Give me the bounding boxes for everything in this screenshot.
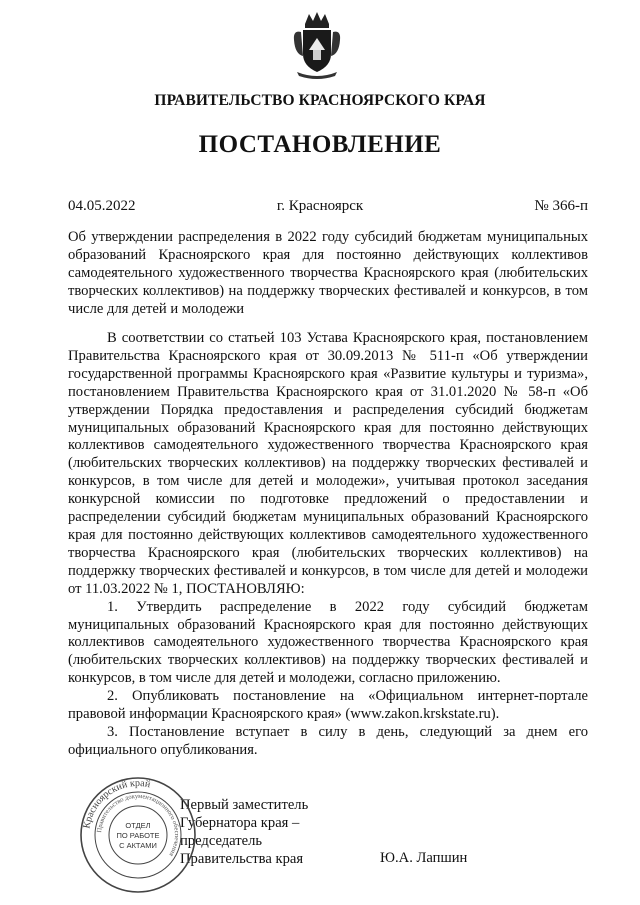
signatory-name: Ю.А. Лапшин <box>380 850 468 866</box>
signatory-position <box>180 797 308 869</box>
stamp-outer-text: Красноярский край <box>81 777 152 830</box>
stamp-center-line-3: С АКТАМИ <box>119 841 157 850</box>
position-line-3: председатель <box>180 832 263 849</box>
item-1-paragraph: 1. Утвердить распределение в 2022 году субсидий бюджетам муниципальных образований Красноярского края для постоянно действующих коллективов самодеятельного художественного творчества Красноярского края (любительских творческих коллективов) на поддержку творческих фестивалей и конкурсов, в том числе для детей и молодежи, согласно приложению. <box>68 598 588 687</box>
stamp-center-line-2: ПО РАБОТЕ <box>116 831 160 840</box>
stamp-center-line-1: ОТДЕЛ <box>125 821 151 830</box>
item-2-paragraph: 2. Опубликовать постановление на «Официальном интернет-портале правовой информации Красноярского края» (www.zakon.krskstate.ru). <box>68 688 588 723</box>
preamble-paragraph: В соответствии со статьей 103 Устава Красноярского края, постановлением Правительства Красноярского края от 30.09.2013 № 511-п «Об утверждении государственной программы Красноярского края «Развитие культуры и туризма», постановлением Правительства Красноярского края от 31.01.2020 № 58-п «Об утверждении Порядка предоставления и распределения субсидий бюджетам муниципальных образований Красноярского края для постоянно действующих коллективов самодеятельного художественного творчества Красноярского края (любительских творческих коллективов) на поддержку творческих фестивалей и конкурсов, в том числе для детей и молодежи», учитывая протокол заседания конкурсной комиссии по подготовке предложений о предоставлении и распределении субсидий бюджетам муниципальных образований Красноярского края для постоянно действующих коллективов самодеятельного художественного творчества Красноярского края (любительских творческих коллективов) на поддержку творческих фестивалей и конкурсов, в том числе для детей и молодежи от 11.03.2022 № 1, ПОСТАНОВЛЯЮ: <box>68 330 588 597</box>
document-number: № 366-п <box>534 198 588 214</box>
document-city: г. Красноярск <box>276 198 364 214</box>
stamp-inner-text: Правительство документационного обеспечения <box>96 792 181 858</box>
government-name: ПРАВИТЕЛЬСТВО КРАСНОЯРСКОГО КРАЯ <box>154 92 486 109</box>
document-body <box>68 330 588 760</box>
item-3-paragraph: 3. Постановление вступает в силу в день, следующий за днем его официального опубликования. <box>68 723 588 758</box>
position-line-2: Губернатора края – <box>180 814 300 831</box>
position-line-4: Правительства края <box>180 850 304 867</box>
position-line-1: Первый заместитель <box>180 797 309 813</box>
official-stamp <box>79 776 197 894</box>
document-subject: Об утверждении распределения в 2022 году субсидий бюджетам муниципальных образований Красноярского края для постоянно действующих коллективов самодеятельного художественного творчества Красноярского края (любительских творческих коллективов) на поддержку творческих фестивалей и конкурсов, в том числе для детей и молодежи <box>68 229 588 317</box>
coat-of-arms-icon <box>291 10 343 80</box>
document-type: ПОСТАНОВЛЕНИЕ <box>198 131 442 158</box>
document-date: 04.05.2022 <box>68 198 136 214</box>
